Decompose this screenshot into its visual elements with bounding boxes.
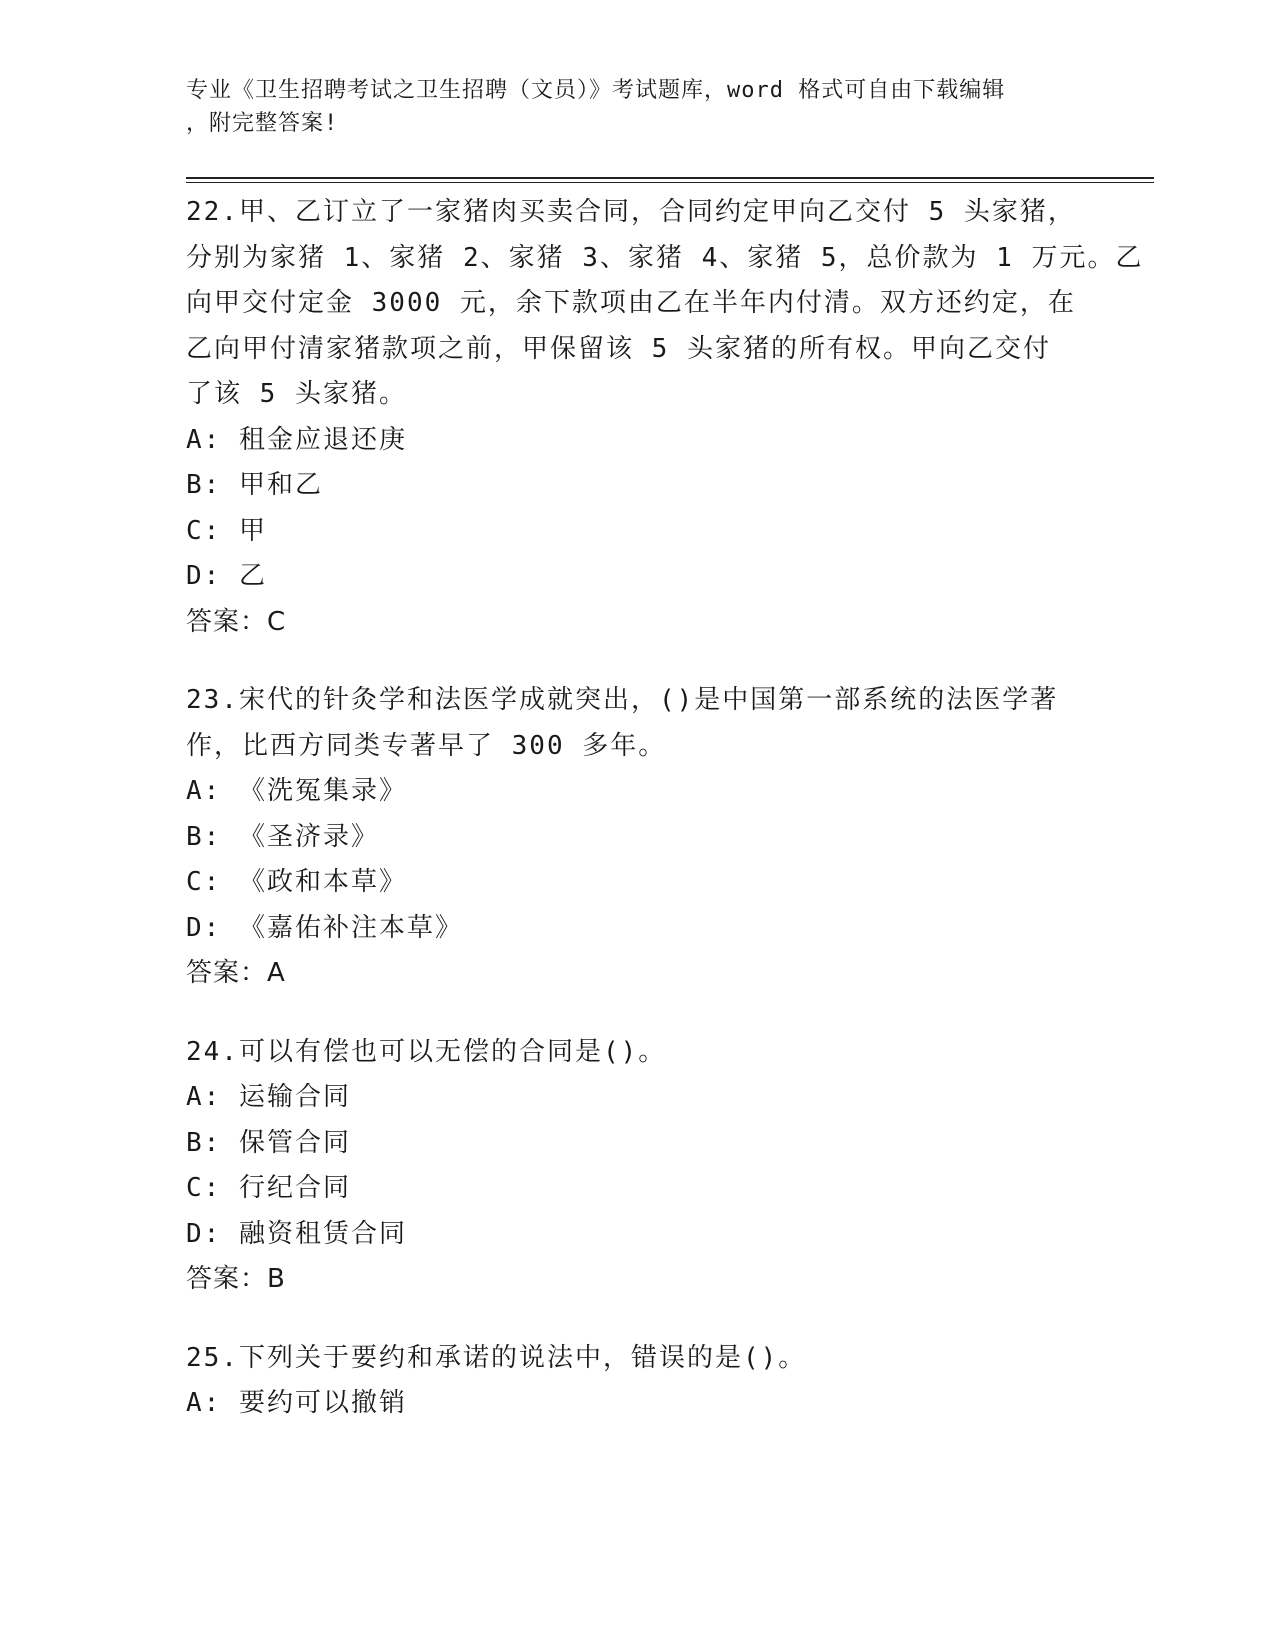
header-line-2: ，附完整答案!: [186, 111, 339, 136]
question-22: [186, 190, 1144, 645]
question-stem-line: 24.可以有偿也可以无偿的合同是()。: [186, 1036, 667, 1067]
question-stem-line: 分别为家猪 1、家猪 2、家猪 3、家猪 4、家猪 5，总价款为 1 万元。乙: [186, 242, 1144, 273]
option-b: B: 甲和乙: [186, 470, 323, 500]
question-23: [186, 678, 1086, 997]
option-c: C: 行纪合同: [186, 1173, 351, 1203]
option-a: A: 运输合同: [186, 1082, 351, 1112]
question-stem-line: 作，比西方同类专著早了 300 多年。: [186, 730, 667, 761]
question-24: [186, 1030, 1086, 1303]
document-header: [186, 74, 1086, 140]
question-stem-line: 25.下列关于要约和承诺的说法中，错误的是()。: [186, 1342, 807, 1373]
option-a: A: 《洗冤集录》: [186, 776, 407, 806]
option-c: C: 甲: [186, 515, 267, 546]
question-stem-line: 了该 5 头家猪。: [186, 379, 407, 409]
option-b: B: 保管合同: [186, 1127, 351, 1158]
header-line-1: 专业《卫生招聘考试之卫生招聘（文员）》考试题库，word 格式可自由下载编辑: [186, 78, 1006, 103]
question-stem-line: 向甲交付定金 3000 元，余下款项由乙在半年内付清。双方还约定，在: [186, 288, 1076, 318]
header-rule-thick: [186, 177, 1154, 179]
question-stem-line: 22.甲、乙订立了一家猪肉买卖合同，合同约定甲向乙交付 5 头家猪，: [186, 197, 1076, 227]
header-rule-thin: [186, 182, 1154, 183]
answer-label: 答案：A: [186, 958, 286, 988]
option-b: B: 《圣济录》: [186, 821, 379, 852]
answer-label: 答案：C: [186, 606, 287, 637]
question-list: [186, 190, 1144, 1460]
question-stem-line: 23.宋代的针灸学和法医学成就突出，()是中国第一部系统的法医学著: [186, 685, 1059, 715]
option-d: D: 《嘉佑补注本草》: [186, 912, 463, 943]
option-a: A: 租金应退还庚: [186, 424, 407, 455]
option-d: D: 乙: [186, 561, 267, 591]
option-a: A: 要约可以撤销: [186, 1388, 407, 1418]
question-stem-line: 乙向甲付清家猪款项之前，甲保留该 5 头家猪的所有权。甲向乙交付: [186, 333, 1051, 364]
option-c: C: 《政和本草》: [186, 867, 407, 897]
question-25: [186, 1336, 1086, 1427]
answer-label: 答案：B: [186, 1264, 286, 1294]
option-d: D: 融资租赁合同: [186, 1218, 407, 1249]
